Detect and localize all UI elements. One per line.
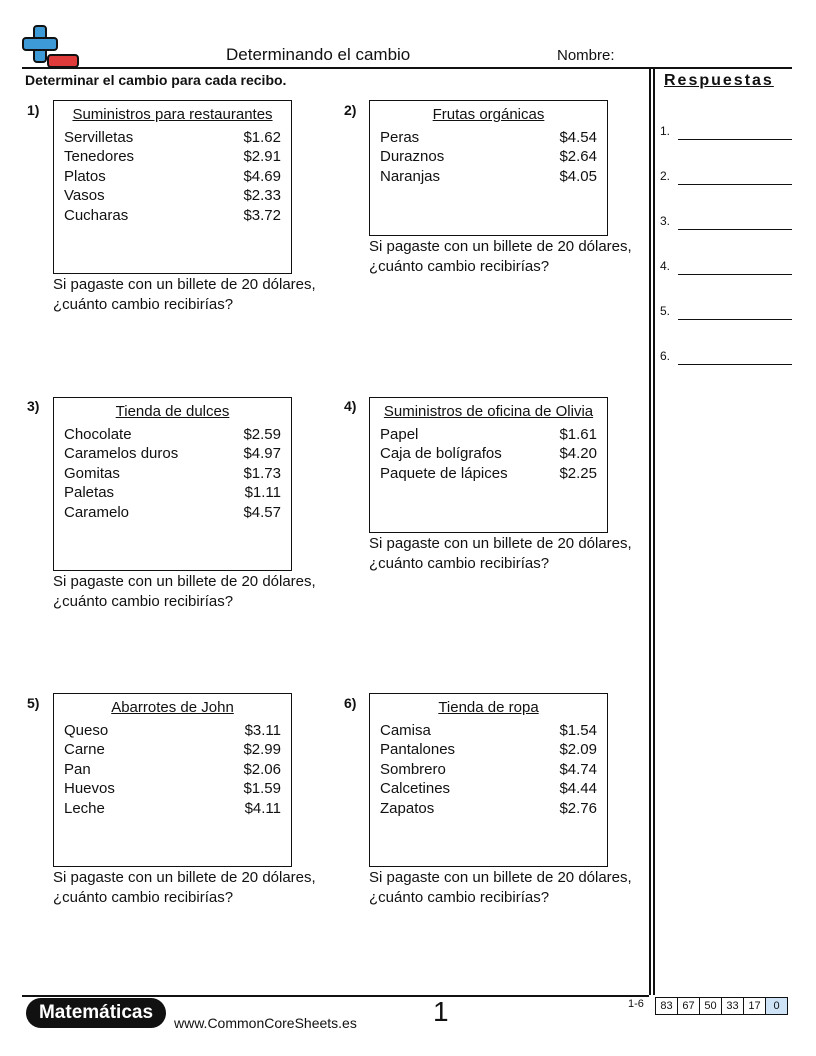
item-price: $4.05 <box>559 167 597 185</box>
instructions: Determinar el cambio para cada recibo. <box>25 72 287 88</box>
receipt-item <box>370 147 607 166</box>
page-number: 1 <box>433 996 449 1027</box>
receipt-item <box>370 779 607 798</box>
item-name: Paletas <box>64 484 115 502</box>
score-cell: 0 <box>765 997 788 1015</box>
site-url[interactable]: www.CommonCoreSheets.es <box>174 1015 357 1031</box>
item-price: $1.59 <box>243 780 281 798</box>
item-price: $3.72 <box>243 206 281 224</box>
store-name: Tienda de ropa <box>438 699 539 716</box>
item-name: Calcetines <box>380 780 451 798</box>
receipt-item <box>54 779 291 798</box>
page-title: Determinando el cambio <box>226 45 411 64</box>
receipt-item <box>54 425 291 444</box>
question-text: Si pagaste con un billete de 20 dólares, ¿cuánto cambio recibirías? <box>53 573 316 610</box>
receipt-item <box>370 760 607 779</box>
answer-line-5[interactable] <box>660 304 794 320</box>
score-cell: 67 <box>677 997 700 1015</box>
receipt-item <box>54 167 291 186</box>
problem-number: 3) <box>27 398 40 414</box>
item-price: $4.54 <box>559 129 597 146</box>
receipt-item <box>370 464 607 483</box>
item-name: Zapatos <box>380 799 435 817</box>
question-text: Si pagaste con un billete de 20 dólares, ¿cuánto cambio recibirías? <box>53 869 316 906</box>
answer-column-divider <box>653 69 655 995</box>
answer-number: 4. <box>660 259 671 273</box>
receipt-item <box>370 128 607 147</box>
score-cell: 50 <box>699 997 722 1015</box>
question-text: Si pagaste con un billete de 20 dólares, ¿cuánto cambio recibirías? <box>53 276 316 313</box>
item-price: $1.73 <box>243 464 281 482</box>
score-cell: 17 <box>743 997 766 1015</box>
item-name: Caramelo <box>64 503 130 521</box>
item-price: $4.57 <box>243 503 281 521</box>
item-name: Leche <box>64 799 105 817</box>
item-name: Pan <box>64 760 91 778</box>
item-price: $2.64 <box>559 148 597 166</box>
item-price: $4.20 <box>559 445 597 463</box>
receipt-item <box>54 483 291 502</box>
answer-number: 2. <box>660 169 671 183</box>
item-price: $2.99 <box>243 741 281 759</box>
receipt-box <box>369 693 608 867</box>
item-name: Platos <box>64 167 106 185</box>
item-price: $2.91 <box>243 148 281 166</box>
item-name: Gomitas <box>64 464 120 482</box>
question-text: Si pagaste con un billete de 20 dólares, ¿cuánto cambio recibirías? <box>369 869 632 906</box>
name-label: Nombre: <box>557 47 615 64</box>
problem-number: 4) <box>344 398 357 414</box>
item-name: Huevos <box>64 780 115 798</box>
answer-line-4[interactable] <box>660 259 794 275</box>
item-name: Paquete de lápices <box>380 464 508 482</box>
item-price: $2.76 <box>559 799 597 817</box>
answers-title: Respuestas <box>664 72 774 89</box>
item-price: $2.06 <box>243 760 281 778</box>
receipt-item <box>370 740 607 759</box>
receipt-item <box>370 444 607 463</box>
item-name: Cucharas <box>64 206 129 224</box>
receipt-item <box>370 167 607 186</box>
receipt-item <box>54 740 291 759</box>
question-text: Si pagaste con un billete de 20 dólares, ¿cuánto cambio recibirías? <box>369 535 632 572</box>
item-price: $4.69 <box>243 167 281 185</box>
receipt-box <box>53 100 292 274</box>
item-price: $3.11 <box>244 722 281 739</box>
brand-badge: Matemáticas <box>26 998 166 1028</box>
item-name: Sombrero <box>380 760 446 778</box>
item-price: $1.54 <box>559 722 597 739</box>
receipt-item <box>370 799 607 818</box>
receipt-item <box>54 799 291 818</box>
item-name: Peras <box>380 129 420 146</box>
item-price: $2.25 <box>559 464 597 482</box>
item-price: $1.11 <box>244 484 281 502</box>
item-price: $1.61 <box>559 426 597 443</box>
receipt-box <box>369 100 608 236</box>
problem-number: 2) <box>344 102 357 118</box>
item-name: Naranjas <box>380 167 441 185</box>
item-price: $1.62 <box>243 129 281 146</box>
receipt-item <box>54 760 291 779</box>
answer-number: 3. <box>660 214 671 228</box>
store-name: Suministros para restaurantes <box>72 106 273 123</box>
item-name: Caja de bolígrafos <box>380 445 502 463</box>
answer-line-2[interactable] <box>660 169 794 185</box>
problem-range: 1-6 <box>628 998 644 1010</box>
answer-line-1[interactable] <box>660 124 794 140</box>
answer-number: 6. <box>660 349 671 363</box>
problem-number: 5) <box>27 695 40 711</box>
item-price: $2.33 <box>243 187 281 205</box>
item-price: $4.44 <box>559 780 597 798</box>
item-name: Tenedores <box>64 148 135 166</box>
receipt-item <box>54 206 291 225</box>
receipt-item <box>54 503 291 522</box>
store-name: Frutas orgánicas <box>432 106 545 123</box>
answer-number: 1. <box>660 124 671 138</box>
item-name: Caramelos duros <box>64 445 179 463</box>
item-name: Carne <box>64 741 105 759</box>
receipt-item <box>370 721 607 740</box>
receipt-item <box>54 444 291 463</box>
receipt-box <box>53 397 292 571</box>
item-name: Papel <box>380 426 419 443</box>
receipt-box <box>369 397 608 533</box>
item-price: $2.09 <box>559 741 597 759</box>
answer-line-3[interactable] <box>660 214 794 230</box>
item-name: Servilletas <box>64 129 134 146</box>
item-name: Vasos <box>64 187 105 205</box>
answer-number: 5. <box>660 304 671 318</box>
item-name: Chocolate <box>64 426 132 443</box>
receipt-item <box>370 425 607 444</box>
score-cell: 33 <box>721 997 744 1015</box>
score-cell: 83 <box>655 997 678 1015</box>
answer-column-divider <box>649 69 651 995</box>
item-name: Camisa <box>380 722 431 739</box>
receipt-box <box>53 693 292 867</box>
item-price: $2.59 <box>243 426 281 443</box>
item-name: Duraznos <box>380 148 445 166</box>
receipt-item <box>54 128 291 147</box>
store-name: Suministros de oficina de Olivia <box>383 403 594 420</box>
item-name: Queso <box>64 722 109 739</box>
answer-line-6[interactable] <box>660 349 794 365</box>
receipt-item <box>54 721 291 740</box>
question-text: Si pagaste con un billete de 20 dólares, ¿cuánto cambio recibirías? <box>369 238 632 275</box>
header-divider <box>22 67 792 69</box>
item-price: $4.74 <box>559 760 597 778</box>
problem-number: 1) <box>27 102 40 118</box>
receipt-item <box>54 464 291 483</box>
store-name: Tienda de dulces <box>115 403 230 420</box>
score-table <box>656 997 788 1015</box>
store-name: Abarrotes de John <box>111 699 234 716</box>
item-price: $4.97 <box>243 445 281 463</box>
plus-minus-logo-icon <box>22 24 80 70</box>
footer-divider <box>22 995 649 997</box>
receipt-item <box>54 147 291 166</box>
item-price: $4.11 <box>244 799 281 817</box>
problem-number: 6) <box>344 695 357 711</box>
item-name: Pantalones <box>380 741 456 759</box>
receipt-item <box>54 186 291 205</box>
